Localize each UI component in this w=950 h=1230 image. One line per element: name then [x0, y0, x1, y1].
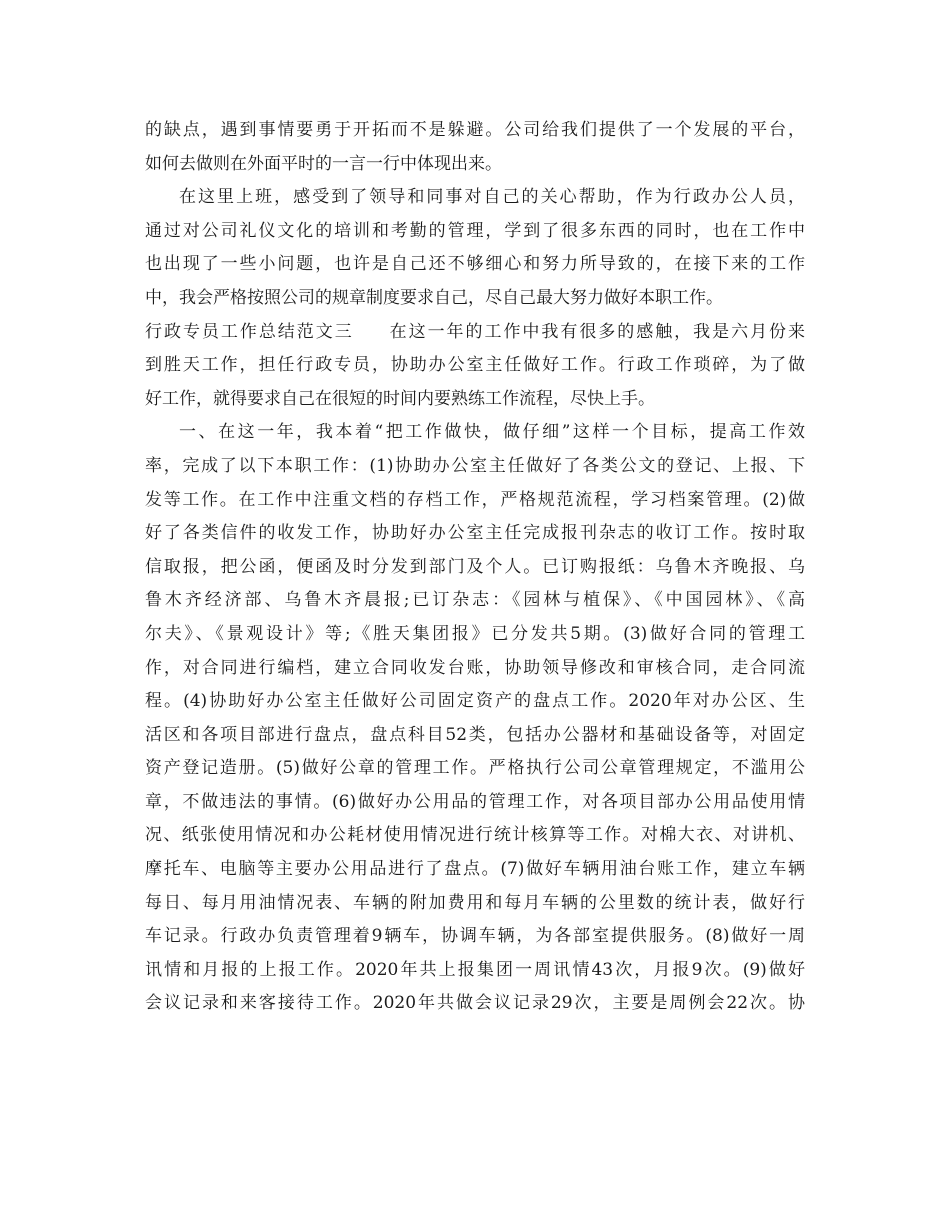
text-line: 资产登记造册。(5)做好公章的管理工作。严格执行公司公章管理规定，不滥用公 — [145, 758, 805, 779]
section-heading: 行政专员工作总结范文三 — [145, 321, 354, 342]
text-line: 活区和各项目部进行盘点，盘点科目52类，包括办公器材和基础设备等，对固定 — [145, 724, 805, 745]
text-line: 到胜天工作，担任行政专员，协助办公室主任做好工作。行政工作琐碎，为了做 — [145, 355, 805, 376]
text-line: 讯情和月报的上报工作。2020年共上报集团一周讯情43次，月报9次。(9)做好 — [145, 959, 805, 980]
text-line: 每日、每月用油情况表、车辆的附加费用和每月车辆的公里数的统计表，做好行 — [145, 892, 805, 913]
text-line: 中，我会严格按照公司的规章制度要求自己，尽自己最大努力做好本职工作。 — [145, 287, 723, 308]
text-line: 通过对公司礼仪文化的培训和考勤的管理，学到了很多东西的同时，也在工作中 — [145, 220, 805, 241]
text-line: 况、纸张使用情况和办公耗材使用情况进行统计核算等工作。对棉大衣、对讲机、 — [145, 825, 805, 846]
text-line: 也出现了一些小问题，也许是自己还不够细心和努力所导致的，在接下来的工作 — [145, 254, 805, 275]
text-line: 鲁木齐经济部、乌鲁木齐晨报;已订杂志：《园林与植保》、《中国园林》、《高 — [145, 590, 805, 611]
text-line: 信取报，把公函，便函及时分发到部门及个人。已订购报纸：乌鲁木齐晚报、乌 — [145, 556, 805, 577]
text-line: 如何去做则在外面平时的一言一行中体现出来。 — [145, 153, 502, 174]
text-line: 尔夫》、《景观设计》等;《胜天集团报》已分发共5期。(3)做好合同的管理工 — [145, 623, 805, 644]
text-line: 章，不做违法的事情。(6)做好办公用品的管理工作，对各项目部办公用品使用情 — [145, 791, 805, 812]
document-page — [145, 114, 805, 1021]
text-line: 在这里上班，感受到了领导和同事对自己的关心帮助，作为行政办公人员， — [179, 187, 805, 208]
text-line: 作，对合同进行编档，建立合同收发台账，协助领导修改和审核合同，走合同流 — [145, 657, 805, 678]
text-line: 一、在这一年，我本着“把工作做快，做仔细”这样一个目标，提高工作效 — [179, 422, 805, 443]
text-line: 的缺点，遇到事情要勇于开拓而不是躲避。公司给我们提供了一个发展的平台， — [145, 120, 805, 140]
text-line: 车记录。行政办负责管理着9辆车，协调车辆，为各部室提供服务。(8)做好一周 — [145, 926, 805, 947]
paragraph-3 — [145, 316, 805, 417]
text-line — [145, 316, 805, 350]
text-line: 程。(4)协助好办公室主任做好公司固定资产的盘点工作。2020年对办公区、生 — [145, 691, 805, 712]
text-line: 摩托车、电脑等主要办公用品进行了盘点。(7)做好车辆用油台账工作，建立车辆 — [145, 859, 805, 880]
paragraph-2 — [145, 181, 805, 315]
paragraph-1 — [145, 114, 805, 181]
paragraph-4 — [145, 416, 805, 1021]
heading-line-rest: 在这一年的工作中我有很多的感触，我是六月份来 — [387, 321, 806, 342]
text-line: 率，完成了以下本职工作：(1)协助办公室主任做好了各类公文的登记、上报、下 — [145, 455, 805, 476]
text-line: 好了各类信件的收发工作，协助好办公室主任完成报刊杂志的收订工作。按时取 — [145, 523, 805, 544]
text-line: 发等工作。在工作中注重文档的存档工作，严格规范流程，学习档案管理。(2)做 — [145, 489, 805, 510]
text-line: 会议记录和来客接待工作。2020年共做会议记录29次，主要是周例会22次。协 — [145, 993, 805, 1014]
text-line: 好工作，就得要求自己在很短的时间内要熟练工作流程，尽快上手。 — [145, 388, 655, 409]
